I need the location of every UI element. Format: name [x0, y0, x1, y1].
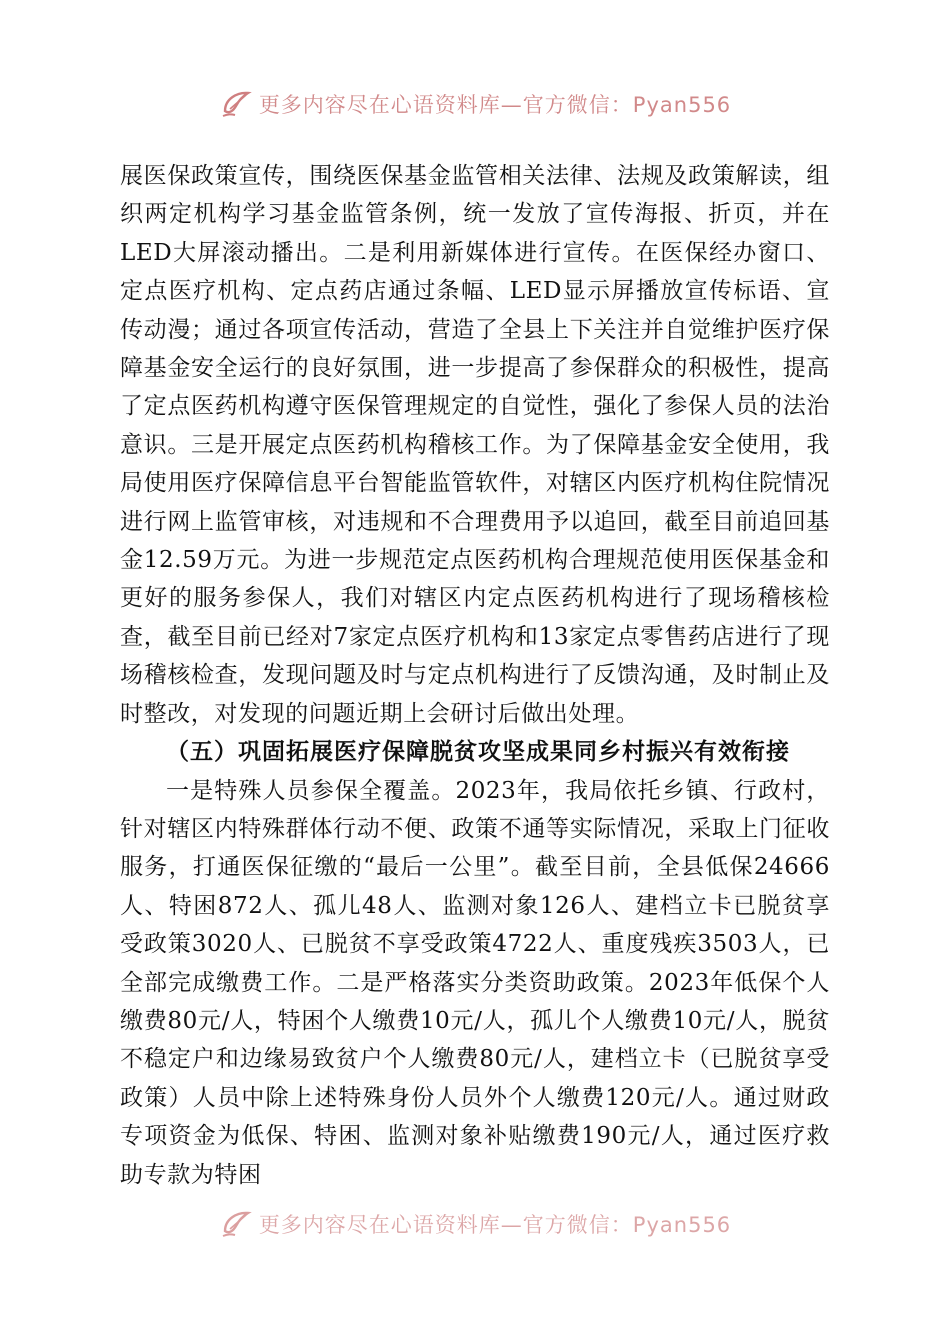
watermark-text: 更多内容尽在心语资料库—官方微信：Pyan556	[258, 1213, 732, 1237]
document-body	[120, 157, 830, 1194]
header-watermark	[0, 84, 950, 124]
section-heading: （五）巩固拓展医疗保障脱贫攻坚成果同乡村振兴有效衔接	[166, 739, 790, 766]
footer-watermark	[0, 1204, 950, 1244]
quill-logo-icon	[219, 87, 253, 121]
paragraph-continued: 展医保政策宣传，围绕医保基金监管相关法律、法规及政策解读，组织两定机构学习基金监管条例，统一发放了宣传海报、折页，并在LED大屏滚动播出。二是利用新媒体进行宣传。在医保经办窗口、定点医疗机构、定点药店通过条幅、LED显示屏播放宣传标语、宣传动漫；通过各项宣传活动，营造了全县上下关注并自觉维护医疗保障基金安全运行的良好氛围，进一步提高了参保群众的积极性，提高了定点医药机构遵守医保管理规定的自觉性，强化了参保人员的法治意识。三是开展定点医药机构稽核工作。为了保障基金安全使用，我局使用医疗保障信息平台智能监管软件，对辖区内医疗机构住院情况进行网上监管审核，对违规和不合理费用予以追回，截至目前追回基金12.59万元。为进一步规范定点医药机构合理规范使用医保基金和更好的服务参保人，我们对辖区内定点医药机构进行了现场稽核检查，截至目前已经对7家定点医疗机构和13家定点零售药店进行了现场稽核检查，发现问题及时与定点机构进行了反馈沟通，及时制止及时整改，对发现的问题近期上会研讨后做出处理。	[120, 163, 830, 727]
paragraph-section5: 一是特殊人员参保全覆盖。2023年，我局依托乡镇、行政村，针对辖区内特殊群体行动不便、政策不通等实际情况，采取上门征收服务，打通医保征缴的“最后一公里”。截至目前，全县低保24666人、特困872人、孤儿48人、监测对象126人、建档立卡已脱贫享受政策3020人、已脱贫不享受政策4722人、重度残疾3503人，已全部完成缴费工作。二是严格落实分类资助政策。2023年低保个人缴费80元/人，特困个人缴费10元/人，孤儿个人缴费10元/人，脱贫不稳定户和边缘易致贫户个人缴费80元/人，建档立卡（已脱贫享受政策）人员中除上述特殊身份人员外个人缴费120元/人。通过财政专项资金为低保、特困、监测对象补贴缴费190元/人，通过医疗救助专款为特困	[120, 777, 830, 1188]
quill-logo-icon	[219, 1207, 253, 1241]
watermark-text: 更多内容尽在心语资料库—官方微信：Pyan556	[258, 93, 732, 117]
